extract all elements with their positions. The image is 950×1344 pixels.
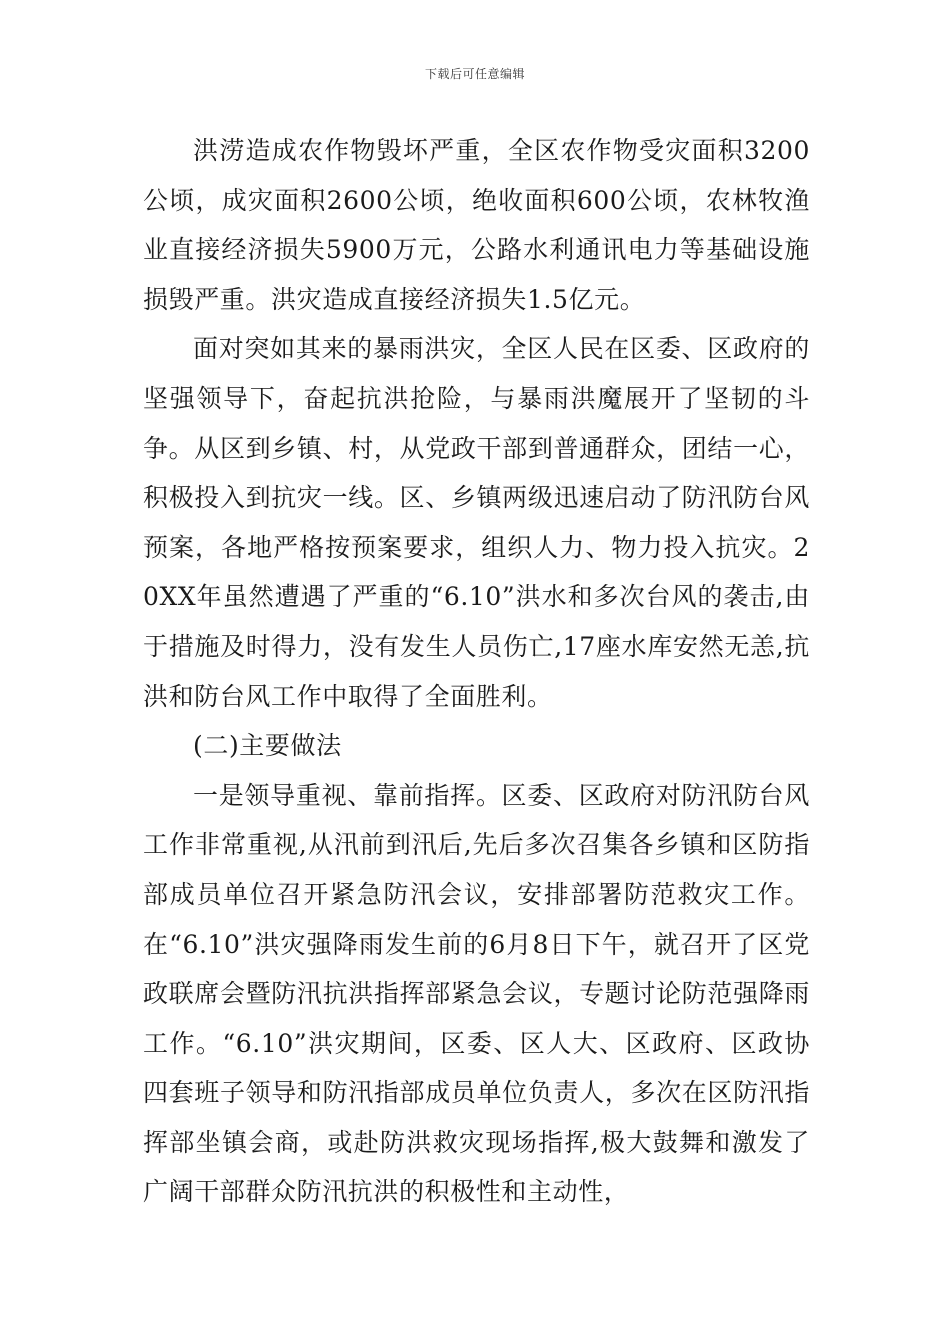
paragraph-leadership: 一是领导重视、靠前指挥。区委、区政府对防汛防台风工作非常重视,从汛前到汛后,先后多次召集各乡镇和区防指部成员单位召开紧急防汛会议，安排部署防范救灾工作。在“6.10”洪灾强降雨发生前的6月8日下午，就召开了区党政联席会暨防汛抗洪指挥部紧急会议，专题讨论防范强降雨工作。“6.10”洪灾期间，区委、区人大、区政府、区政协四套班子领导和防汛指部成员单位负责人，多次在区防汛指挥部坐镇会商，或赴防洪救灾现场指挥,极大鼓舞和激发了广阔干部群众防汛抗洪的积极性和主动性， [143, 780, 810, 1207]
document-body [143, 126, 810, 1217]
section-heading-main-practices: (二)主要做法 [193, 731, 342, 761]
paragraph-crop-damage: 洪涝造成农作物毁坏严重，全区农作物受灾面积3200公顷，成灾面积2600公顷，绝收面积600公顷，农林牧渔业直接经济损失5900万元，公路水利通讯电力等基础设施损毁严重。洪灾造成直接经济损失1.5亿元。 [143, 136, 810, 314]
paragraph-flood-response: 面对突如其来的暴雨洪灾，全区人民在区委、区政府的坚强领导下，奋起抗洪抢险，与暴雨洪魔展开了坚韧的斗争。从区到乡镇、村，从党政干部到普通群众，团结一心，积极投入到抗灾一线。区、乡镇两级迅速启动了防汛防台风预案，各地严格按预案要求，组织人力、物力投入抗灾。20XX年虽然遭遇了严重的“6.10”洪水和多次台风的袭击,由于措施及时得力，没有发生人员伤亡,17座水库安然无恙,抗洪和防台风工作中取得了全面胜利。 [143, 334, 810, 711]
page-header-note: 下载后可任意编辑 [424, 67, 525, 81]
